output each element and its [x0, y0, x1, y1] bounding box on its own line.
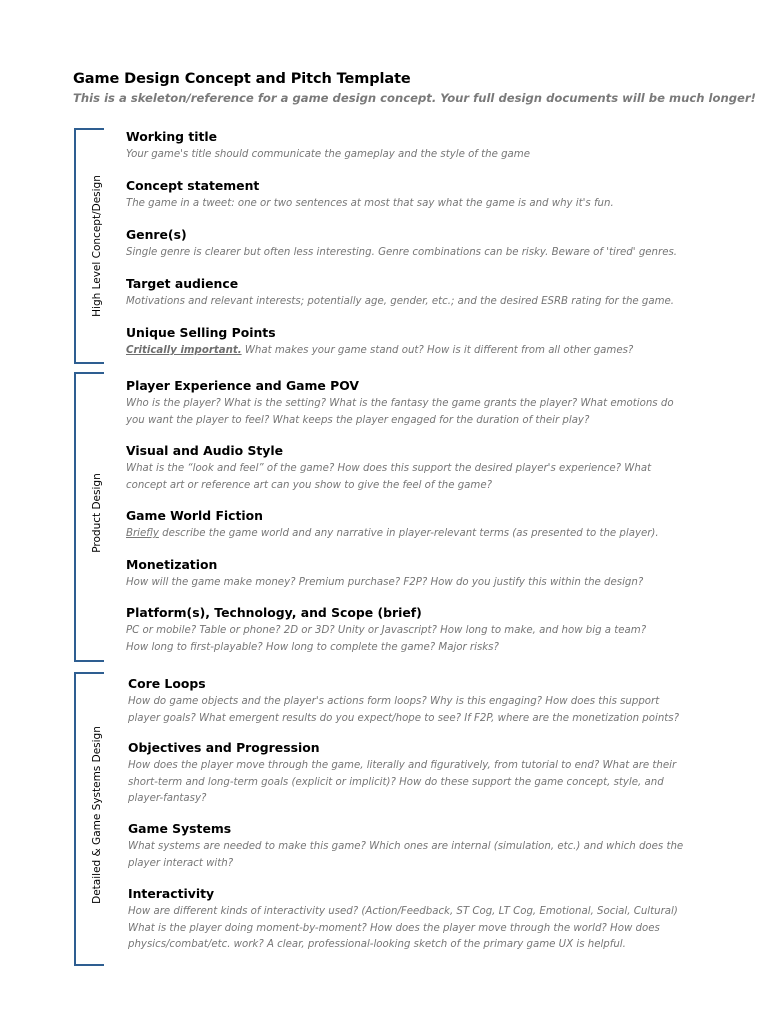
desc-line [126, 343, 633, 360]
item-desc [126, 245, 677, 262]
desc-emphasis: Briefly [126, 528, 159, 539]
item-target-audience [126, 276, 674, 311]
item-desc [128, 904, 678, 954]
item-desc [126, 396, 674, 429]
desc-line: player-fantasy? [128, 793, 207, 804]
item-genres [126, 227, 677, 262]
item-objectives-progression [128, 740, 676, 808]
desc-line: How does the player move through the game, literally and figuratively, from tutorial to end? What are their [128, 760, 677, 771]
desc-line: concept art or reference art can you show to give the feel of the game? [126, 479, 493, 491]
item-title: Visual and Audio Style [126, 443, 284, 458]
item-desc [128, 694, 679, 727]
item-visual-audio-style [126, 443, 651, 494]
desc-line: Who is the player? What is the setting? What is the fantasy the game grants the player? What emotions do [126, 398, 674, 409]
item-unique-selling-points [126, 325, 633, 360]
item-desc [126, 461, 651, 494]
desc-line: player goals? What emergent results do you expect/hope to see? If F2P, where are the monetization points? [128, 712, 680, 724]
item-platforms-tech-scope [126, 605, 646, 656]
item-title: Unique Selling Points [126, 325, 276, 340]
item-desc [126, 147, 530, 164]
desc-line: What is the “look and feel” of the game? How does this support the desired player's experience? What [126, 463, 652, 474]
item-interactivity [128, 886, 678, 954]
desc-line: Motivations and relevant interests; potentially age, gender, etc.; and the desired ESRB rating for the game. [126, 296, 675, 307]
item-desc [126, 294, 674, 311]
desc-rest: What makes your game stand out? How is it different from all other games? [241, 345, 634, 356]
doc-subtitle: This is a skeleton/reference for a game design concept. Your full design documents will be much longer! [73, 91, 756, 105]
item-title: Core Loops [128, 676, 206, 691]
item-title: Working title [126, 129, 218, 144]
item-desc [128, 758, 676, 808]
item-desc [126, 575, 643, 592]
item-desc [126, 623, 646, 656]
item-core-loops [128, 676, 679, 727]
desc-line: How do game objects and the player's actions form loops? Why is this engaging? How does this support [128, 696, 660, 707]
item-title: Concept statement [126, 178, 260, 193]
desc-line: How will the game make money? Premium purchase? F2P? How do you justify this within the design? [126, 577, 644, 588]
desc-line: How are different kinds of interactivity used? (Action/Feedback, ST Cog, LT Cog, Emotional, Social, Cultural) [128, 906, 678, 917]
item-title: Monetization [126, 557, 218, 572]
doc-title: Game Design Concept and Pitch Template [73, 71, 411, 87]
item-concept-statement [126, 178, 614, 213]
desc-line: PC or mobile? Table or phone? 2D or 3D? Unity or Javascript? How long to make, and how big a team? [126, 625, 647, 636]
desc-line: The game in a tweet: one or two sentences at most that say what the game is and why it's fun. [126, 198, 614, 209]
desc-rest: describe the game world and any narrative in player-relevant terms (as presented to the player). [158, 528, 659, 539]
item-desc [126, 526, 659, 543]
item-player-experience [126, 378, 674, 429]
desc-line: Your game's title should communicate the gameplay and the style of the game [126, 149, 530, 160]
desc-line: player interact with? [128, 857, 234, 869]
item-working-title [126, 129, 530, 164]
desc-line: you want the player to feel? What keeps the player engaged for the duration of their play? [126, 414, 590, 426]
item-title: Player Experience and Game POV [126, 378, 359, 393]
desc-line: physics/combat/etc. work? A clear, professional-looking sketch of the primary game UX is helpful. [128, 939, 626, 950]
item-title: Objectives and Progression [128, 740, 320, 755]
item-title: Target audience [126, 276, 239, 291]
item-desc [128, 839, 683, 872]
desc-line: What systems are needed to make this game? Which ones are internal (simulation, etc.) and which does the [128, 841, 684, 852]
desc-line: Single genre is clearer but often less interesting. Genre combinations can be risky. Beware of 'tired' genres. [126, 247, 678, 258]
item-desc [126, 343, 633, 360]
item-game-world-fiction [126, 508, 659, 543]
item-game-systems [128, 821, 683, 872]
item-title: Game Systems [128, 821, 232, 836]
item-title: Interactivity [128, 886, 215, 901]
item-title: Platform(s), Technology, and Scope (brief) [126, 605, 422, 620]
section-label-product: Product Design [91, 473, 103, 553]
desc-line: What is the player doing moment-by-moment? How does the player move through the world? How does [128, 922, 660, 934]
desc-line: short-term and long-term goals (explicit or implicit)? How do these support the game concept, style, and [128, 776, 664, 788]
desc-emphasis: Critically important. [126, 345, 242, 356]
item-monetization [126, 557, 643, 592]
item-title: Game World Fiction [126, 508, 263, 523]
item-title: Genre(s) [126, 227, 187, 242]
desc-line [126, 526, 659, 543]
desc-line: How long to first-playable? How long to complete the game? Major risks? [126, 641, 499, 653]
section-label-detailed: Detailed & Game Systems Design [91, 726, 103, 904]
section-label-high-level: High Level Concept/Design [91, 175, 103, 317]
item-desc [126, 196, 614, 213]
